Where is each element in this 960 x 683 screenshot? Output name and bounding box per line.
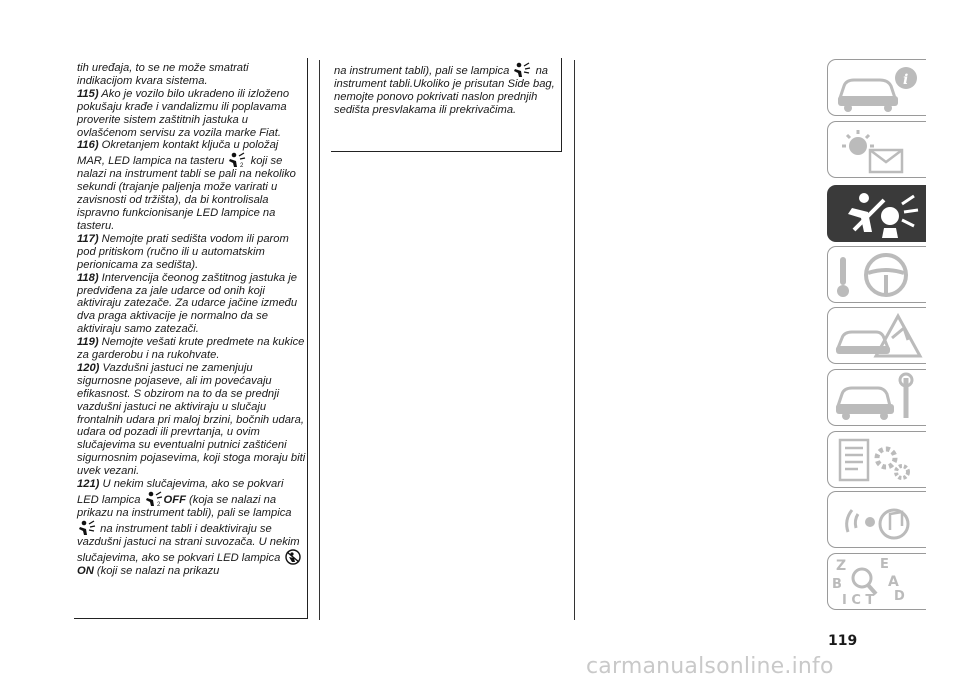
- note-116: 116) Okretanjem kontakt ključa u položaj MAR, LED lampica na tasteru 2 koji se nalazi na instrument tabli se pali na nekoliko sekundi (trajanje paljenja može varirati u zavisnosti od tržišta), da bi kontrolisala ispravno funkcionisanje LED lampice na tasteru.: [77, 139, 296, 232]
- svg-text:A: A: [888, 574, 899, 590]
- index-tab-icon: [828, 554, 926, 609]
- watermark: carmanualsonline.info: [586, 654, 834, 679]
- airbag-warning-icon: [77, 520, 97, 536]
- svg-text:B: B: [832, 577, 842, 592]
- tab-maintenance[interactable]: [827, 369, 926, 426]
- note-120: 120) Vazdušni jastuci ne zamenjuju sigurnosne pojaseve, ali im povećavaju efikasnost. S obzirom na to da se prednji vazdušni jastuci ne aktiviraju u slučaju frontalnih udara pri maloj brzini, bočnih udara, udara od pozadi ili prevrtanja, u ovim slučajevima su eventualni putnici zaštićeni sigurnosnim pojasevima, koji stoga moraju biti uvek vezani.: [77, 361, 306, 478]
- multimedia-tab-icon: [828, 492, 926, 547]
- tab-emergency[interactable]: [827, 307, 926, 364]
- tab-car-info[interactable]: [827, 59, 926, 116]
- svg-text:2: 2: [156, 502, 160, 507]
- text-column-1: [77, 62, 307, 578]
- svg-text:Z: Z: [836, 558, 847, 574]
- passenger-airbag-icon: [144, 491, 164, 507]
- safety-airbag-tab-icon: [828, 186, 926, 241]
- paragraph-intro: tih uređaja, to se ne može smatrati indikacijom kvara sistema.: [77, 62, 249, 87]
- svg-text:2: 2: [240, 163, 244, 169]
- note-118: 118) Intervencija čeonog zaštitnog jastuka je predviđena za jale udarce od onih koji aktiviraju zatezače. Za udarce jačine između dva praga aktivacije je normalno da se aktiviraju samo zatezači.: [77, 271, 298, 336]
- note-121: 121) U nekim slučajevima, ako se pokvari LED lampica 2 OFF (koja se nalazi na prikazu na instrument tabli), pali se lampica na instrument tabli i deaktiviraju se vazdušni jastuci na strani suvozača. U nekim slučajevima, ako se pokvari LED lampica ON (koji se nalazi na prikazu: [77, 478, 307, 578]
- svg-text:i: i: [903, 72, 909, 88]
- emergency-tab-icon: [828, 308, 926, 363]
- tab-technical-data[interactable]: [827, 431, 926, 488]
- passenger-airbag-disabled-icon: [283, 549, 303, 565]
- tab-index[interactable]: [827, 553, 926, 610]
- tab-multimedia[interactable]: [827, 491, 926, 548]
- column-separator-2: [574, 60, 575, 620]
- note-119: 119) Nemojte vešati krute predmete na kukice za garderobu i na rukohvate.: [77, 336, 305, 362]
- svg-text:D: D: [894, 589, 905, 604]
- svg-text:I C T: I C T: [842, 593, 875, 608]
- tab-starting-driving[interactable]: [827, 246, 926, 303]
- starting-driving-tab-icon: [828, 247, 926, 302]
- text-column-2: [334, 62, 560, 117]
- note-115: 115) Ako je vozilo bilo ukradeno ili izloženo pokušaju krađe i vandalizmu ili poplavama proverite sistem zaštitnih jastuka u ovlašćenom servisu za vozila marke Fiat.: [77, 87, 290, 139]
- on-label: ON: [77, 564, 94, 577]
- note-121-continued: na instrument tabli), pali se lampica na instrument tabli.Ukoliko je prisutan Side bag, nemojte ponovo pokrivati naslon prednjih sedišta presvlakama ili prekrivačima.: [334, 62, 560, 117]
- tab-warning-lights[interactable]: [827, 121, 926, 178]
- off-label: OFF: [163, 494, 186, 506]
- car-info-tab-icon: [828, 60, 926, 115]
- technical-data-tab-icon: [828, 432, 926, 487]
- passenger-airbag-icon: [227, 152, 247, 168]
- maintenance-tab-icon: [828, 370, 926, 425]
- airbag-warning-icon: [512, 62, 532, 78]
- column-separator-1: [319, 60, 320, 620]
- page-number: 119: [828, 633, 858, 649]
- warning-lights-tab-icon: [828, 122, 926, 177]
- note-117: 117) Nemojte prati sedišta vodom ili parom pod pritiskom (ručno ili u automatskim perionicama za sedišta).: [77, 232, 289, 271]
- tab-safety[interactable]: [827, 185, 926, 242]
- svg-text:E: E: [880, 557, 889, 572]
